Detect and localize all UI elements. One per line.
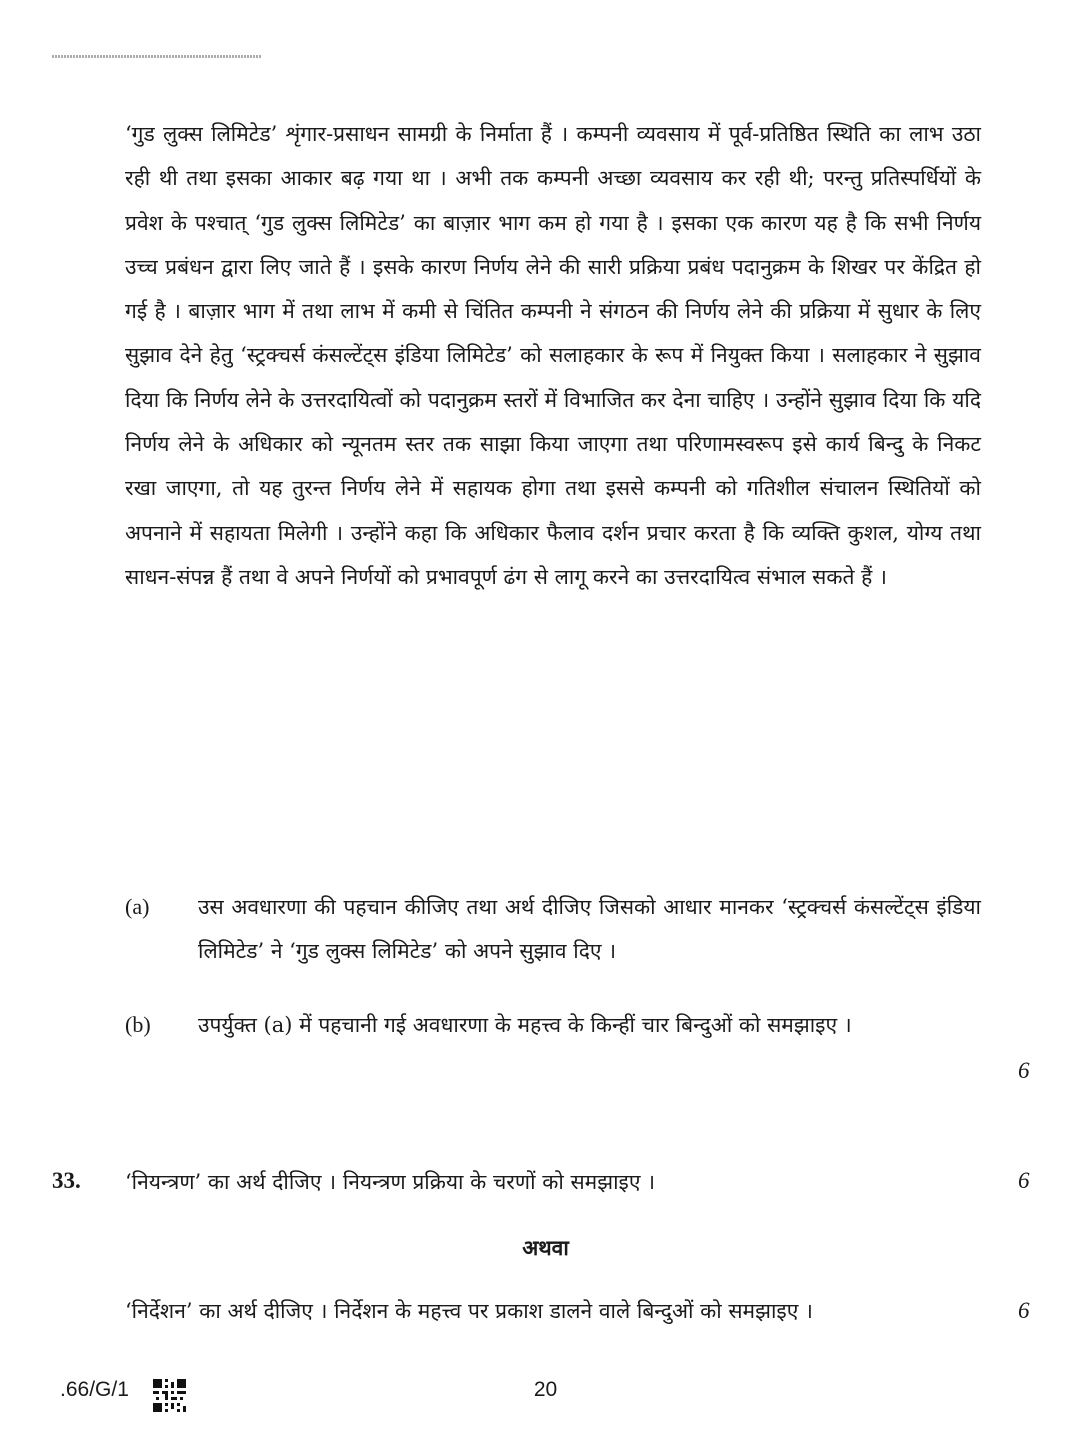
sub-question-label: (b)	[125, 1012, 151, 1037]
or-label: अथवा	[522, 1235, 569, 1260]
alternative-question-text: ‘निर्देशन’ का अर्थ दीजिए । निर्देशन के महत्त्व पर प्रकाश डालने वाले बिन्दुओं को समझाइए ।	[125, 1299, 813, 1323]
sub-question-label: (a)	[125, 894, 150, 919]
paper-code: .66/G/1	[60, 1378, 129, 1401]
question-number: 33.	[52, 1168, 81, 1193]
case-passage: ‘गुड लुक्स लिमिटेड’ शृंगार-प्रसाधन सामग्री के निर्माता हैं । कम्पनी व्यवसाय में पूर्व-प्रतिष्ठित स्थिति का लाभ उठा रही थी तथा इसका आकार बढ़ गया था । अभी तक कम्पनी अच्छा व्यवसाय कर रही थी; परन्तु प्रतिस्पर्धियों के प्रवेश के पश्चात् ‘गुड लुक्स लिमिटेड’ का बाज़ार भाग कम हो गया है । इसका एक कारण यह है कि सभी निर्णय उच्च प्रबंधन द्वारा लिए जाते हैं । इसके कारण निर्णय लेने की सारी प्रक्रिया प्रबंध पदानुक्रम के शिखर पर केंद्रित हो गई है । बाज़ार भाग में तथा लाभ में कमी से चिंतित कम्पनी ने संगठन की निर्णय लेने की प्रक्रिया में सुधार के लिए सुझाव देने हेतु ‘स्ट्रक्चर्स कंसल्टेंट्स इंडिया लिमिटेड’ को सलाहकार के रूप में नियुक्त किया । सलाहकार ने सुझाव दिया कि निर्णय लेने के उत्तरदायित्वों को पदानुक्रम स्तरों में विभाजित कर देना चाहिए । उन्होंने सुझाव दिया कि यदि निर्णय लेने के अधिकार को न्यूनतम स्तर तक साझा किया जाएगा तथा परिणामस्वरूप इसे कार्य बिन्दु के निकट रखा जाएगा, तो यह तुरन्त निर्णय लेने में सहायक होगा तथा इससे कम्पनी को गतिशील संचालन स्थितियों को अपनाने में सहायता मिलेगी । उन्होंने कहा कि अधिकार फैलाव दर्शन प्रचार करता है कि व्यक्ति कुशल, योग्य तथा साधन-संपन्न हैं तथा वे अपने निर्णयों को प्रभावपूर्ण ढंग से लागू करने का उत्तरदायित्व संभाल सकते हैं ।	[125, 122, 981, 589]
marks-q33: 6	[1018, 1168, 1030, 1193]
question-text: ‘नियन्त्रण’ का अर्थ दीजिए । नियन्त्रण प्रक्रिया के चरणों को समझाइए ।	[125, 1170, 656, 1194]
marks-q32: 6	[1018, 1058, 1030, 1083]
marks-q33-alt: 6	[1018, 1298, 1030, 1323]
sub-question-text: उस अवधारणा की पहचान कीजिए तथा अर्थ दीजिए जिसको आधार मानकर ‘स्ट्रक्चर्स कंसल्टेंट्स इंडिया लिमिटेड’ ने ‘गुड लुक्स लिमिटेड’ को अपने सुझाव दिए ।	[198, 895, 981, 963]
header-print-line	[52, 55, 262, 58]
page-number: 20	[533, 1378, 558, 1401]
sub-question-text: उपर्युक्त (a) में पहचानी गई अवधारणा के महत्त्व के किन्हीं चार बिन्दुओं को समझाइए ।	[198, 1013, 852, 1037]
